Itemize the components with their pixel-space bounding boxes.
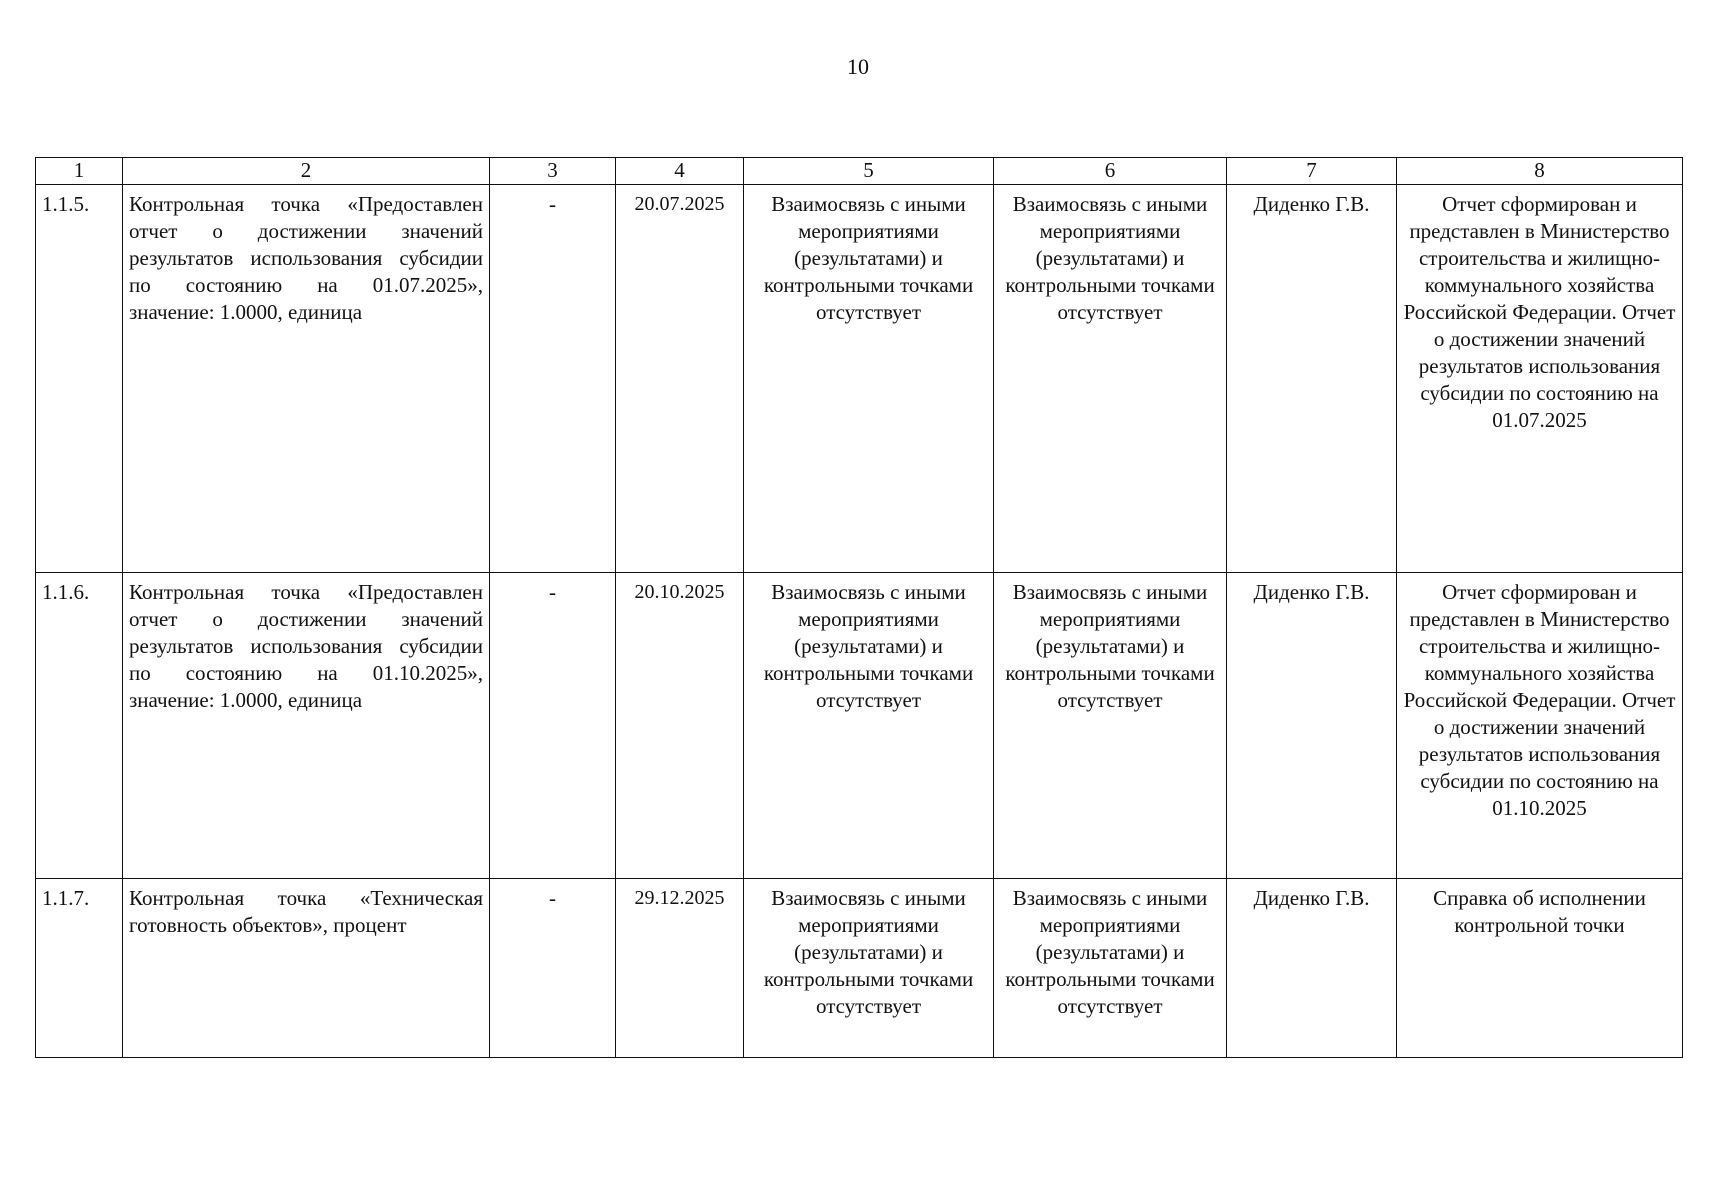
table-row — [36, 185, 1683, 573]
column-3-value: - — [490, 879, 616, 1058]
result-description: Справка об исполнении контрольной точки — [1397, 879, 1683, 1058]
header-row — [36, 158, 1683, 185]
row-number: 1.1.5. — [36, 185, 123, 573]
row-number: 1.1.7. — [36, 879, 123, 1058]
column-header: 1 — [36, 158, 123, 185]
relation-text: Взаимосвязь с иными мероприятиями (результатами) и контрольными точками отсутствует — [744, 573, 994, 879]
column-3-value: - — [490, 573, 616, 879]
responsible-person: Диденко Г.В. — [1227, 879, 1397, 1058]
responsible-person: Диденко Г.В. — [1227, 573, 1397, 879]
row-number: 1.1.6. — [36, 573, 123, 879]
control-points-table — [35, 157, 1683, 1058]
column-header: 6 — [994, 158, 1227, 185]
column-header: 3 — [490, 158, 616, 185]
page-number: 10 — [847, 54, 869, 79]
result-description: Отчет сформирован и представлен в Министерство строительства и жилищно-коммунального хозяйства Российской Федерации. Отчет о достижении значений результатов использования субсидии по состоянию на 01.07.2025 — [1397, 185, 1683, 573]
due-date: 29.12.2025 — [616, 879, 744, 1058]
column-header: 4 — [616, 158, 744, 185]
column-header: 8 — [1397, 158, 1683, 185]
result-description: Отчет сформирован и представлен в Министерство строительства и жилищно-коммунального хозяйства Российской Федерации. Отчет о достижении значений результатов использования субсидии по состоянию на 01.10.2025 — [1397, 573, 1683, 879]
relation-text: Взаимосвязь с иными мероприятиями (результатами) и контрольными точками отсутствует — [744, 185, 994, 573]
relation-text: Взаимосвязь с иными мероприятиями (результатами) и контрольными точками отсутствует — [744, 879, 994, 1058]
control-point-name: Контрольная точка «Предоставлен отчет о достижении значений результатов использования субсидии по состоянию на 01.10.2025», значение: 1.0000, единица — [123, 573, 490, 879]
relation-text: Взаимосвязь с иными мероприятиями (результатами) и контрольными точками отсутствует — [994, 573, 1227, 879]
column-header: 2 — [123, 158, 490, 185]
control-point-name: Контрольная точка «Предоставлен отчет о достижении значений результатов использования субсидии по состоянию на 01.07.2025», значение: 1.0000, единица — [123, 185, 490, 573]
relation-text: Взаимосвязь с иными мероприятиями (результатами) и контрольными точками отсутствует — [994, 879, 1227, 1058]
table-row — [36, 879, 1683, 1058]
responsible-person: Диденко Г.В. — [1227, 185, 1397, 573]
relation-text: Взаимосвязь с иными мероприятиями (результатами) и контрольными точками отсутствует — [994, 185, 1227, 573]
control-point-name: Контрольная точка «Техническая готовность объектов», процент — [123, 879, 490, 1058]
due-date: 20.07.2025 — [616, 185, 744, 573]
column-header: 5 — [744, 158, 994, 185]
due-date: 20.10.2025 — [616, 573, 744, 879]
table-row — [36, 573, 1683, 879]
column-header: 7 — [1227, 158, 1397, 185]
column-3-value: - — [490, 185, 616, 573]
